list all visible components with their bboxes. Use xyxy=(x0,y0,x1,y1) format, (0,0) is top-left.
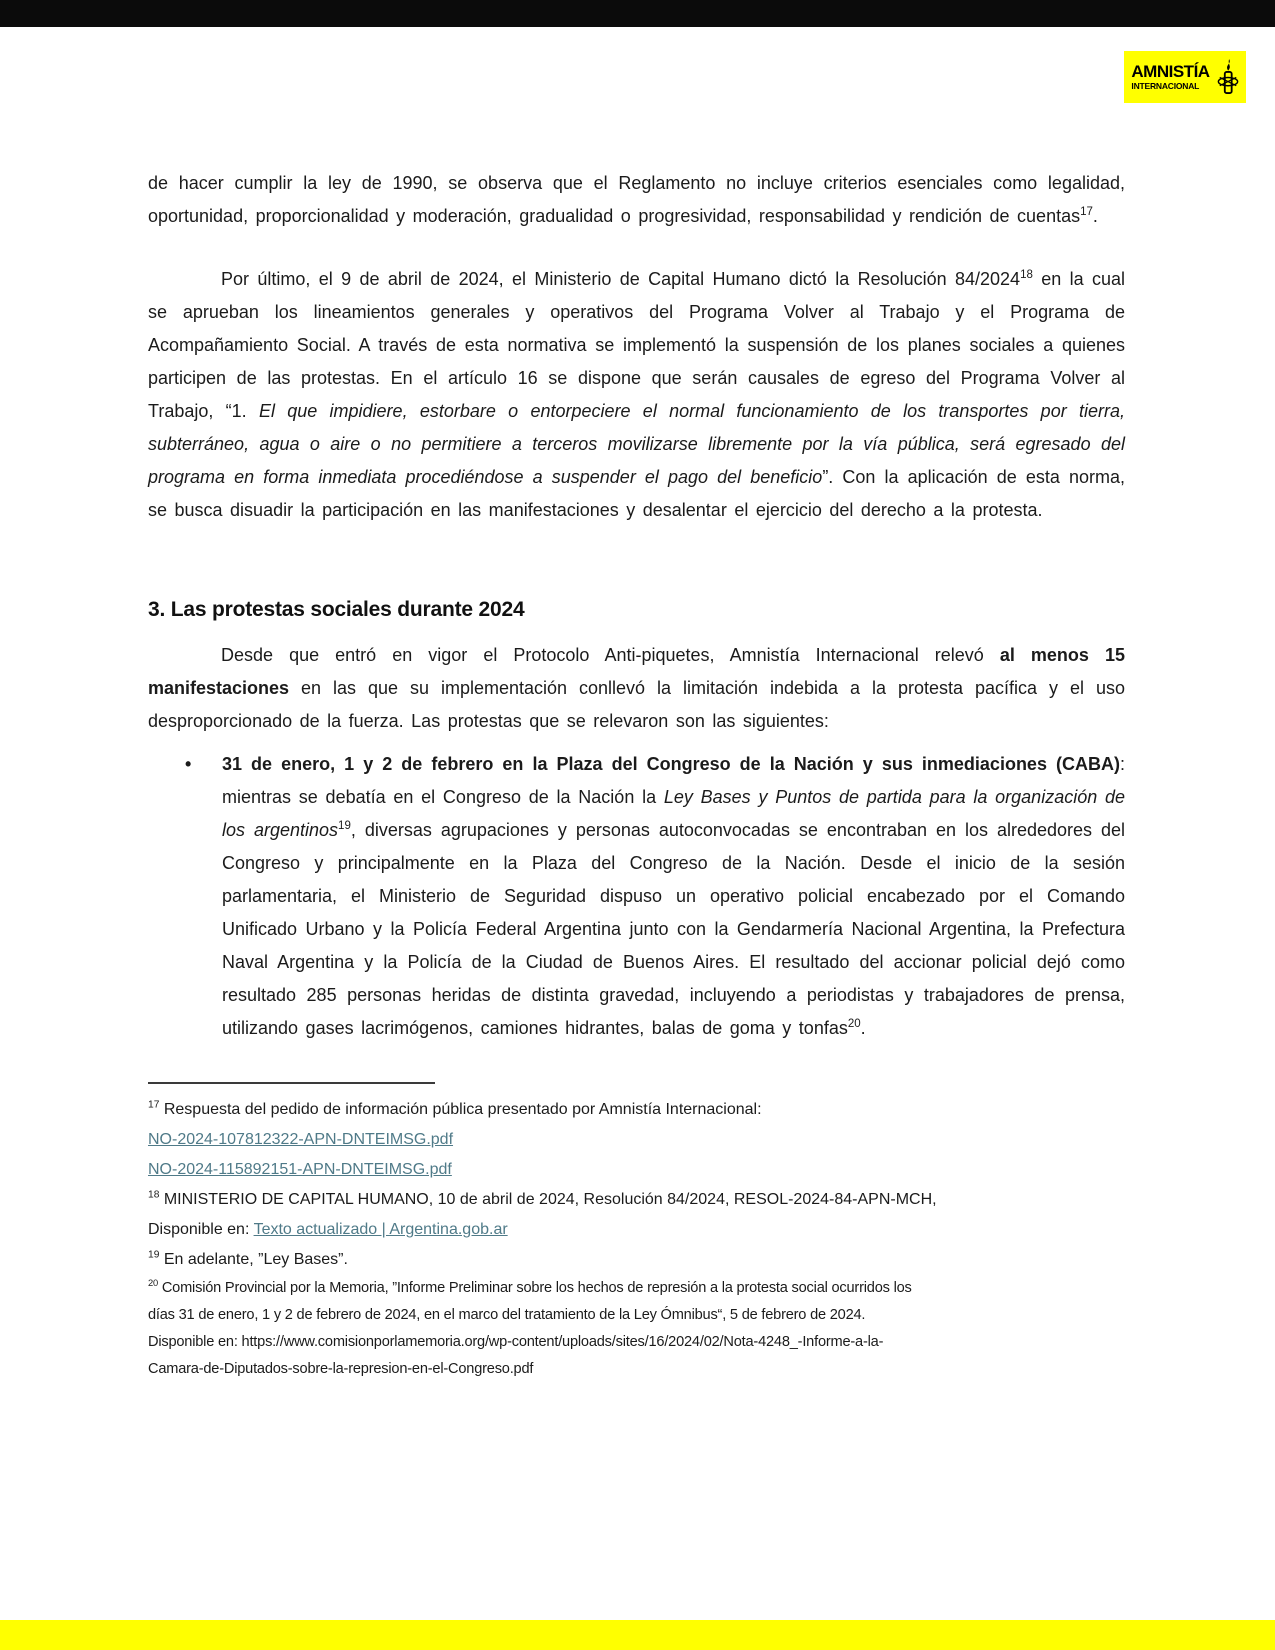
footnote-line xyxy=(148,1275,1125,1302)
text-run: Desde que entró en vigor el Protocolo Anti-piquetes, Amnistía Internacional relevó xyxy=(221,645,1000,665)
section-heading-protestas-2024: 3. Las protestas sociales durante 2024 xyxy=(148,598,525,621)
amnesty-logo-text xyxy=(1131,63,1209,91)
paragraph-reglamento xyxy=(148,167,1125,233)
footnote-line xyxy=(148,1095,1125,1125)
text-run: Disponible en: https://www.comisionporlamemoria.org/wp-content/uploads/sites/16/2024/02/Nota-4248_-Informe-a-la- xyxy=(148,1334,884,1350)
footnote-line xyxy=(148,1185,1125,1215)
paragraph-resolucion-84-2024 xyxy=(148,263,1125,527)
text-run: ”. Con la aplicación de esta norma, se busca disuadir la participación en las manifestaciones y desalentar el ejercicio del derecho a la protesta. xyxy=(148,467,1125,520)
footnote-line xyxy=(148,1155,1125,1185)
footnote-line xyxy=(148,1302,1125,1329)
footnote-reference: 17 xyxy=(148,1099,160,1111)
logo-line-1: AMNISTÍA xyxy=(1131,62,1210,82)
footnote-18 xyxy=(148,1185,1125,1245)
text-run: Respuesta del pedido de información pública presentado por Amnistía Internacional: xyxy=(159,1101,762,1118)
top-black-bar xyxy=(0,0,1275,27)
text-run: de hacer cumplir la ley de 1990, se observa que el Reglamento no incluye criterios esenciales como legalidad, oportunidad, proporcionalidad y moderación, gradualidad o progresividad, responsabilidad y rendición de cuentas xyxy=(148,173,1125,226)
footnote-reference: 19 xyxy=(148,1249,160,1261)
bottom-yellow-bar xyxy=(0,1620,1275,1650)
footnotes-section xyxy=(148,1095,1125,1383)
bullet-item-31-enero xyxy=(185,748,1125,1045)
text-run: Ley Bases y Puntos de partida para la organización de los argentinos xyxy=(222,787,1126,840)
text-run: 31 de enero, 1 y 2 de febrero en la Plaza del Congreso de la Nación y sus inmediaciones (CABA) xyxy=(222,754,1120,774)
text-run: días 31 de enero, 1 y 2 de febrero de 2024, en el marco del tratamiento de la Ley Ómnibus“, 5 de febrero de 2024. xyxy=(148,1307,866,1323)
amnesty-logo xyxy=(1124,51,1246,103)
logo-line-2: INTERNACIONAL xyxy=(1131,81,1200,92)
candle-icon xyxy=(1217,58,1239,96)
text-run: , diversas agrupaciones y personas autoconvocadas se encontraban en los alrededores del Congreso y principalmente en la Plaza del Congreso de la Nación. Desde el inicio de la sesión parlamentaria, el Ministerio de Seguridad dispuso un operativo policial encabezado por el Comando Unificado Urbano y la Policía Federal Argentina junto con la Gendarmería Nacional Argentina, la Prefectura Naval Argentina y la Policía de la Ciudad de Buenos Aires. El resultado del accionar policial dejó como resultado 285 personas heridas de distinta gravedad, incluyendo a periodistas y trabajadores de prensa, utilizando gases lacrimógenos, camiones hidrantes, balas de goma y tonfas xyxy=(222,820,1125,1038)
footnote-link[interactable]: NO-2024-115892151-APN-DNTEIMSG.pdf xyxy=(148,1161,452,1178)
footnote-link[interactable]: Texto actualizado | Argentina.gob.ar xyxy=(253,1221,508,1238)
text-run: . xyxy=(1092,206,1098,226)
text-run: Por último, el 9 de abril de 2024, el Ministerio de Capital Humano dictó la Resolución 84/2024 xyxy=(221,269,1021,289)
footnote-19 xyxy=(148,1245,1125,1275)
bullet-item-text xyxy=(222,748,1125,1045)
text-run: . xyxy=(860,1018,866,1038)
footnote-line xyxy=(148,1329,1125,1356)
footnote-20 xyxy=(148,1275,1125,1383)
text-run: Camara-de-Diputados-sobre-la-represion-en-el-Congreso.pdf xyxy=(148,1361,534,1377)
footnote-reference: 20 xyxy=(148,1278,158,1289)
bullet-marker: • xyxy=(185,754,192,774)
text-run: en la cual se aprueban los lineamientos generales y operativos del Programa Volver al Trabajo y el Programa de Acompañamiento Social. A través de esta normativa se implementó la suspensión de los planes sociales a quienes participen de las protestas. En el artículo 16 se dispone que serán causales de egreso del Programa Volver al Trabajo, “1. xyxy=(148,269,1125,421)
footnote-line xyxy=(148,1356,1125,1383)
text-run: El que impidiere, estorbare o entorpeciere el normal funcionamiento de los transportes por tierra, subterráneo, agua o aire o no permitiere a terceros movilizarse libremente por la vía pública, será egresado del programa en forma inmediata procediéndose a suspender el pago del beneficio xyxy=(148,401,1125,487)
footnote-reference: 19 xyxy=(338,820,351,832)
footnote-line xyxy=(148,1215,1125,1245)
text-run: En adelante, ”Ley Bases”. xyxy=(159,1251,348,1268)
footnote-line xyxy=(148,1125,1125,1155)
main-content xyxy=(148,27,1125,1383)
text-run: Disponible en: xyxy=(148,1221,254,1238)
text-run: al menos 15 manifestaciones xyxy=(148,645,1125,698)
footnote-divider xyxy=(148,1082,435,1084)
text-run: MINISTERIO DE CAPITAL HUMANO, 10 de abril de 2024, Resolución 84/2024, RESOL-2024-84-APN-MCH, xyxy=(159,1191,937,1208)
footnote-reference: 18 xyxy=(148,1189,160,1201)
text-run: Comisión Provincial por la Memoria, ”Informe Preliminar sobre los hechos de represión a la protesta social ocurridos los xyxy=(157,1280,912,1296)
footnote-line xyxy=(148,1245,1125,1275)
footnote-17 xyxy=(148,1095,1125,1185)
paragraph-intro-manifestaciones xyxy=(148,639,1125,738)
footnote-reference: 17 xyxy=(1080,206,1093,218)
text-run: : mientras se debatía en el Congreso de la Nación la xyxy=(222,754,1125,807)
footnote-reference: 20 xyxy=(847,1018,861,1030)
footnote-reference: 18 xyxy=(1020,269,1033,281)
footnote-link[interactable]: NO-2024-107812322-APN-DNTEIMSG.pdf xyxy=(148,1131,454,1148)
text-run: en las que su implementación conllevó la limitación indebida a la protesta pacífica y el uso desproporcionado de la fuerza. Las protestas que se relevaron son las siguientes: xyxy=(148,678,1125,731)
